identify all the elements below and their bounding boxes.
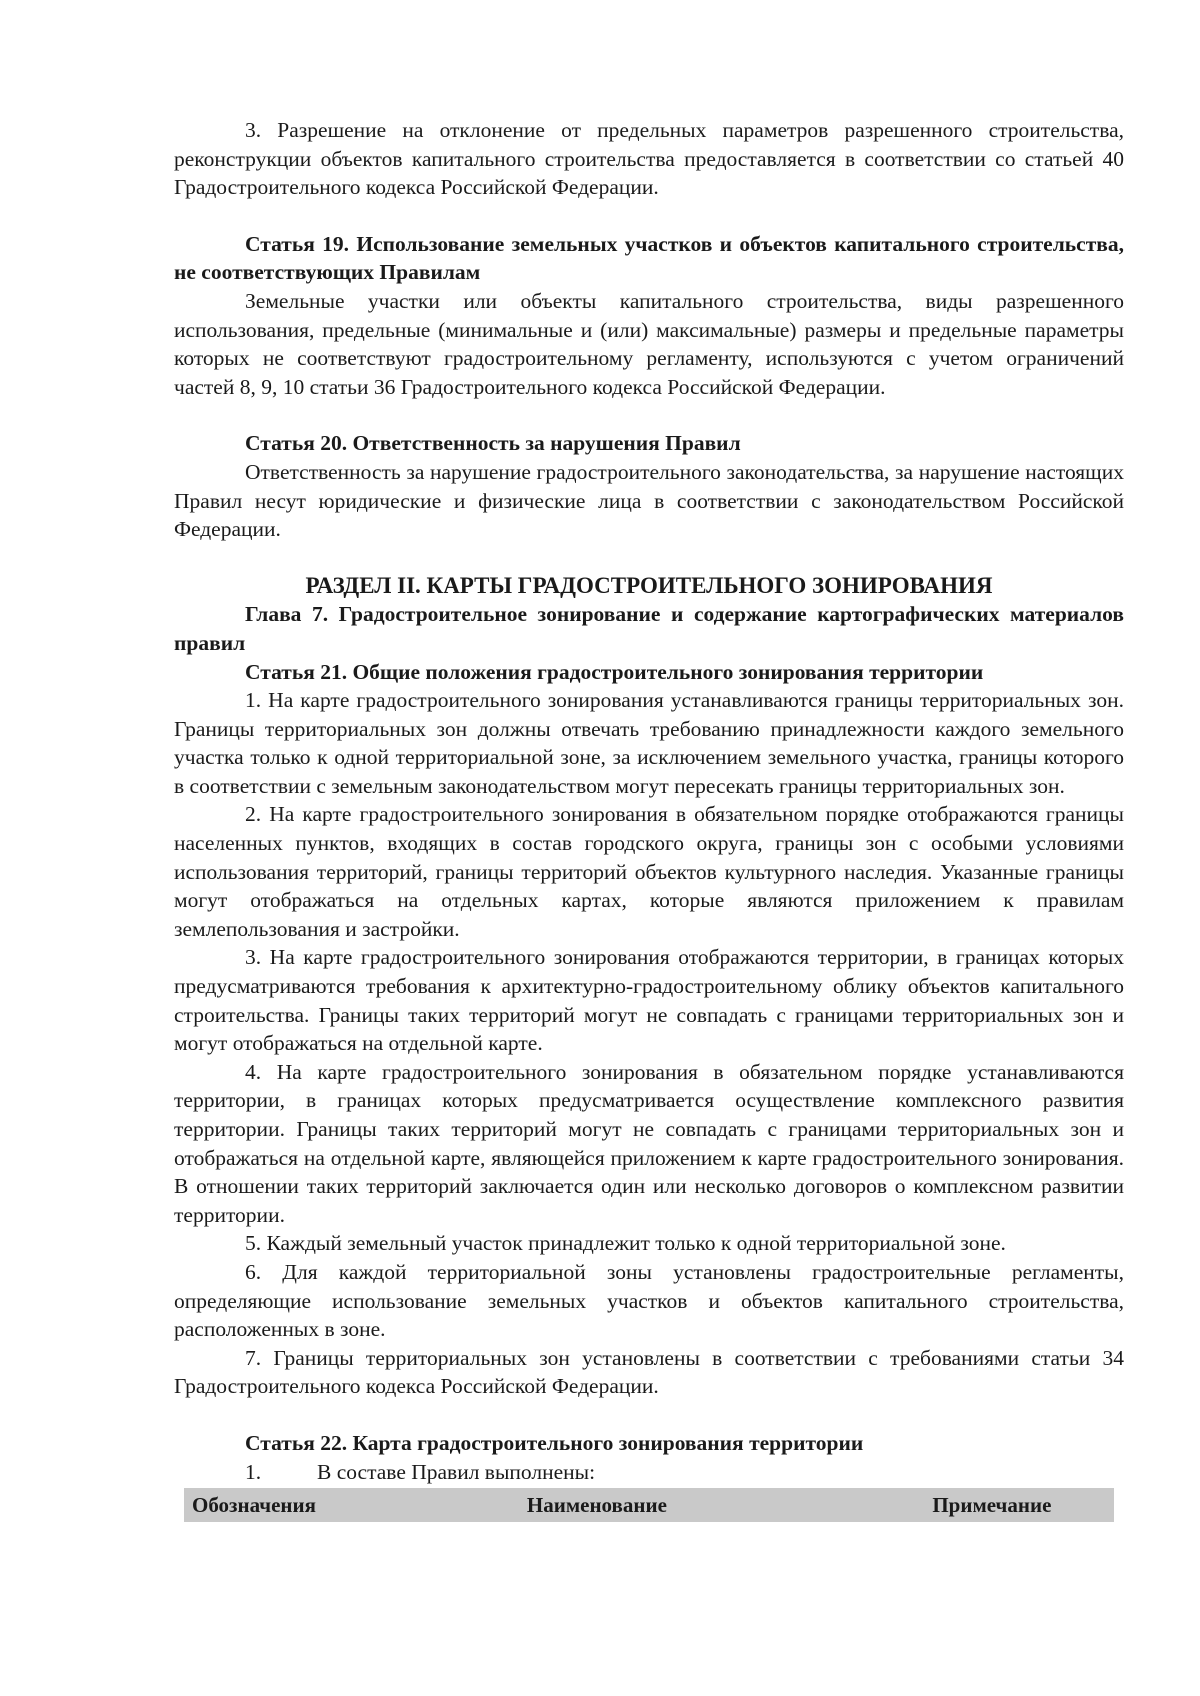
article-21-title: Статья 21. Общие положения градостроительного зонирования территории	[245, 659, 984, 684]
article-20-title: Статья 20. Ответственность за нарушения Правил	[245, 431, 741, 456]
spacer	[174, 1401, 1124, 1429]
spacer	[174, 544, 1124, 572]
list-text: В составе Правил выполнены:	[317, 1459, 596, 1484]
article-19-text: Земельные участки или объекты капитального строительства, виды разрешенного использования, предельные (минимальные и (или) максимальные) размеры и предельные параметры которых не соответствуют градостроительному регламенту, используются с учетом ограничений частей 8, 9, 10 статьи 36 Градостроительного кодекса Российской Федерации.	[174, 288, 1124, 399]
spacer	[174, 401, 1124, 429]
article-21-item-3: 3. На карте градостроительного зонирования отображаются территории, в границах которых предусматриваются требования к архитектурно-градостроительному облику объектов капитального строительства. Границы таких территорий могут не совпадать с границами территориальных зон и могут отображаться на отдельной карте.	[174, 945, 1124, 1056]
section-2-title: РАЗДЕЛ II. КАРТЫ ГРАДОСТРОИТЕЛЬНОГО ЗОНИРОВАНИЯ	[305, 572, 993, 598]
header-designation: Обозначения	[184, 1488, 324, 1522]
article-22-title: Статья 22. Карта градостроительного зонирования территории	[245, 1430, 864, 1455]
spacer	[174, 202, 1124, 230]
article-21-item-5: 5. Каждый земельный участок принадлежит только к одной территориальной зоне.	[245, 1231, 1006, 1256]
paragraph-3: 3. Разрешение на отклонение от предельных параметров разрешенного строительства, реконструкции объектов капитального строительства предоставляется в соответствии со статьей 40 Градостроительного кодекса Российской Федерации.	[174, 118, 1124, 200]
article-21-item-6: 6. Для каждой территориальной зоны установлены градостроительные регламенты, определяющие использование земельных участков и объектов капитального строительства, расположенных в зоне.	[174, 1259, 1124, 1342]
article-19-title: Статья 19. Использование земельных участков и объектов капитального строительства, не соответствующих Правилам	[174, 231, 1124, 285]
article-22-item-1	[174, 1458, 1124, 1487]
chapter-7-title: Глава 7. Градостроительное зонирование и содержание картографических материалов правил	[174, 602, 1124, 655]
list-number: 1.	[245, 1459, 262, 1484]
article-21-item-4: 4. На карте градостроительного зонирования в обязательном порядке устанавливаются территории, в границах которых предусматривается осуществление комплексного развития территории. Границы таких территорий могут не совпадать с границами территориальных зон и отображаться на отдельной карте, являющейся приложением к карте градостроительного зонирования. В отношении таких территорий заключается один или несколько договоров о комплексном развитии территории.	[174, 1059, 1124, 1227]
article-20-text: Ответственность за нарушение градостроительного законодательства, за нарушение настоящих Правил несут юридические и физические лица в соответствии с законодательством Российской Федерации.	[174, 459, 1124, 542]
header-note: Примечание	[870, 1488, 1114, 1522]
article-21-item-2: 2. На карте градостроительного зонирования в обязательном порядке отображаются границы населенных пунктов, входящих в состав городского округа, границы зон с особыми условиями использования территорий, границы территорий объектов культурного наследия. Указанные границы могут отображаться на отдельных картах, которые являются приложением к правилам землепользования и застройки.	[174, 802, 1124, 941]
header-name: Наименование	[324, 1488, 870, 1522]
article-21-item-1: 1. На карте градостроительного зонирования устанавливаются границы территориальных зон. Границы территориальных зон должны отвечать требованию принадлежности каждого земельного участка только к одной территориальной зоне, за исключением земельного участка, границы которого в соответствии с земельным законодательством могут пересекать границы территориальных зон.	[174, 688, 1124, 798]
zoning-table-wrapper	[184, 1488, 1114, 1522]
article-21-item-7: 7. Границы территориальных зон установлены в соответствии с требованиями статьи 34 Градостроительного кодекса Российской Федерации.	[174, 1345, 1124, 1399]
zoning-table	[184, 1488, 1114, 1522]
document-body	[174, 116, 1124, 1522]
table-header-row	[184, 1488, 1114, 1522]
